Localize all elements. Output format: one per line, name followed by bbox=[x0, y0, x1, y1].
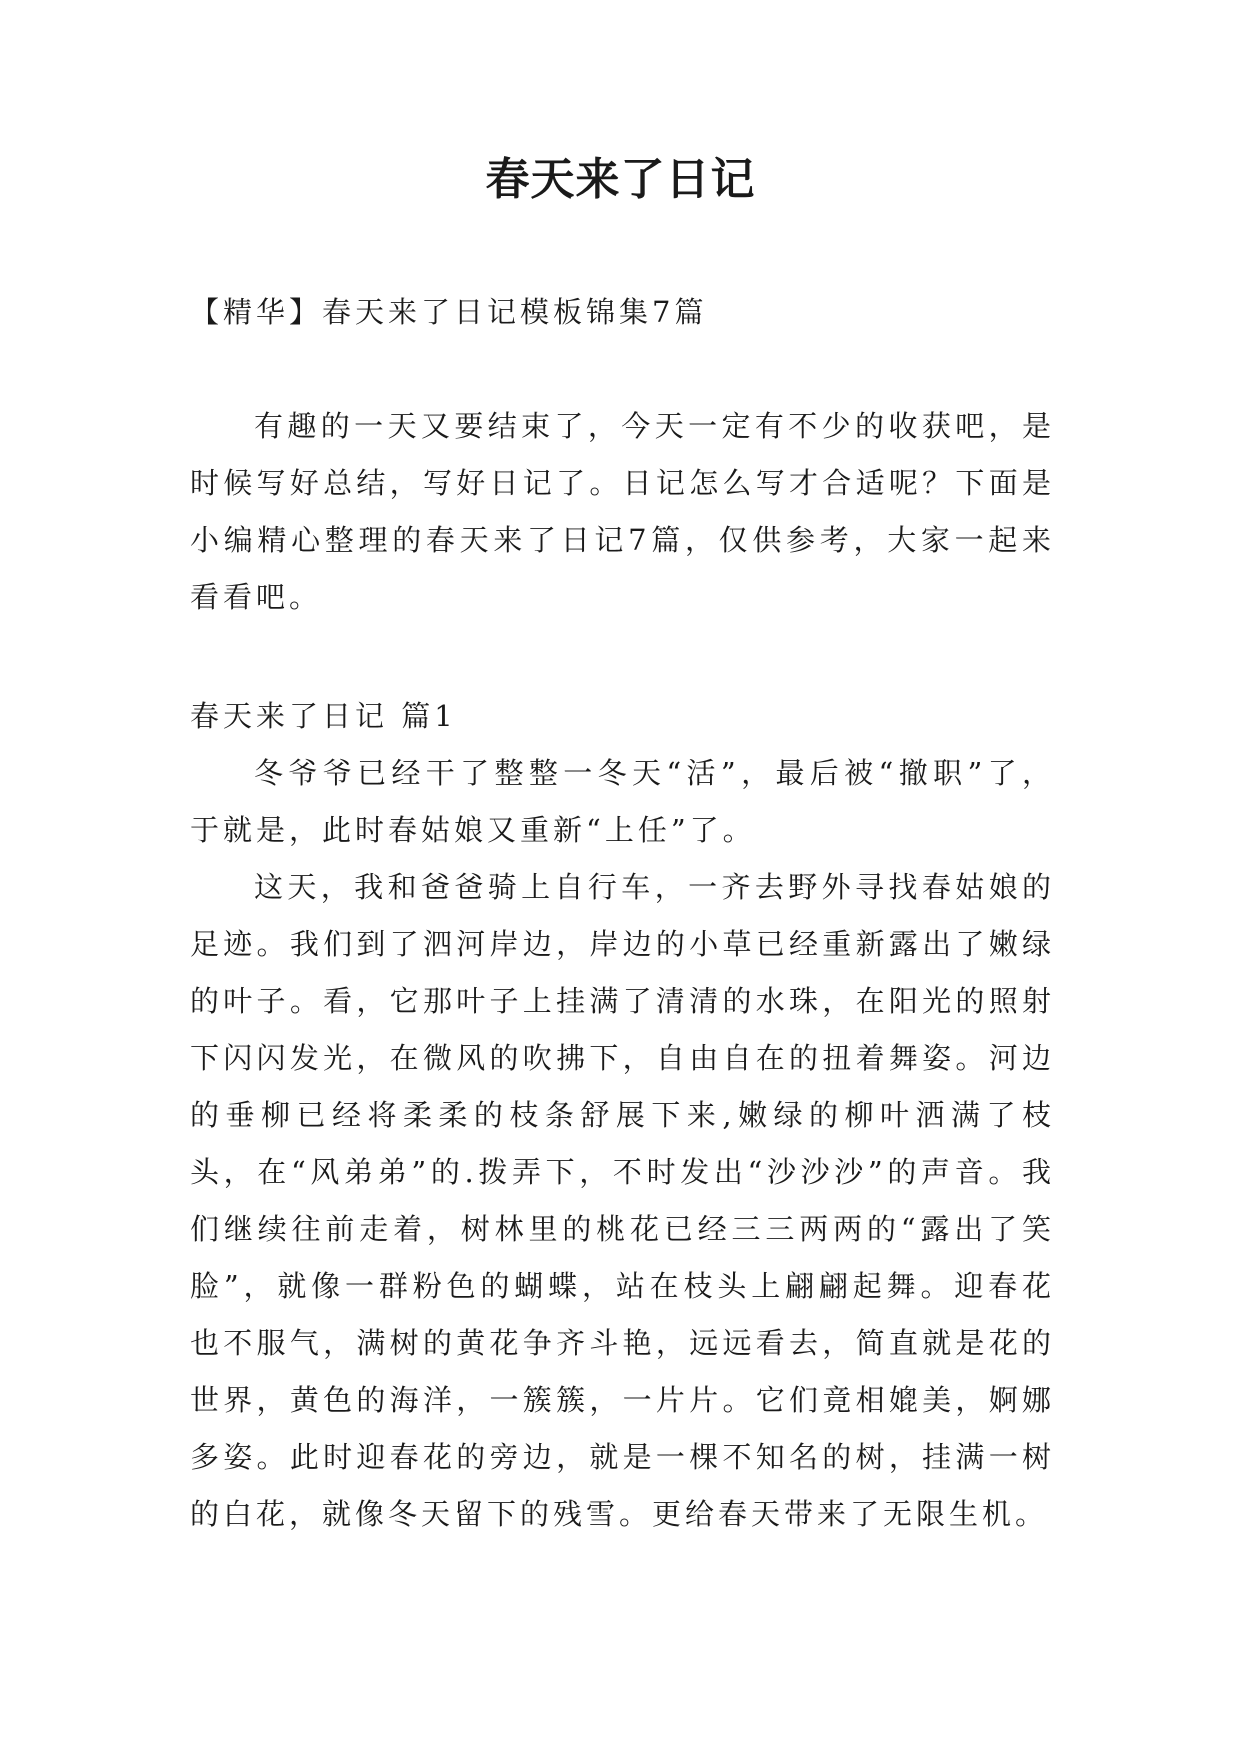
body-paragraph: 冬爷爷已经干了整整一冬天“活”，最后被“撤职”了，于就是，此时春姑娘又重新“上任”了。 bbox=[190, 756, 1055, 847]
document-subtitle: 【精华】春天来了日记模板锦集7篇 bbox=[190, 295, 708, 329]
body-paragraph: 这天，我和爸爸骑上自行车，一齐去野外寻找春姑娘的足迹。我们到了泗河岸边，岸边的小草已经重新露出了嫩绿的叶子。看，它那叶子上挂满了清清的水珠，在阳光的照射下闪闪发光，在微风的吹拂下，自由自在的扭着舞姿。河边的垂柳已经将柔柔的枝条舒展下来,嫩绿的柳叶洒满了枝头，在“风弟弟”的.拨弄下，不时发出“沙沙沙”的声音。我们继续往前走着，树林里的桃花已经三三两两的“露出了笑脸”，就像一群粉色的蝴蝶，站在枝头上翩翩起舞。迎春花也不服气，满树的黄花争齐斗艳，远远看去，简直就是花的世界，黄色的海洋，一簇簇，一片片。它们竟相媲美，婀娜多姿。此时迎春花的旁边，就是一棵不知名的树，挂满一树的白花，就像冬天留下的残雪。更给春天带来了无限生机。 bbox=[190, 870, 1055, 1531]
intro-block bbox=[190, 398, 1055, 626]
intro-paragraph: 有趣的一天又要结束了，今天一定有不少的收获吧，是时候写好总结，写好日记了。日记怎么写才合适呢？下面是小编精心整理的春天来了日记7篇，仅供参考，大家一起来看看吧。 bbox=[190, 409, 1055, 614]
section-1 bbox=[190, 688, 1055, 1543]
document-title: 春天来了日记 bbox=[485, 154, 756, 205]
section-heading: 春天来了日记 篇1 bbox=[190, 699, 457, 733]
